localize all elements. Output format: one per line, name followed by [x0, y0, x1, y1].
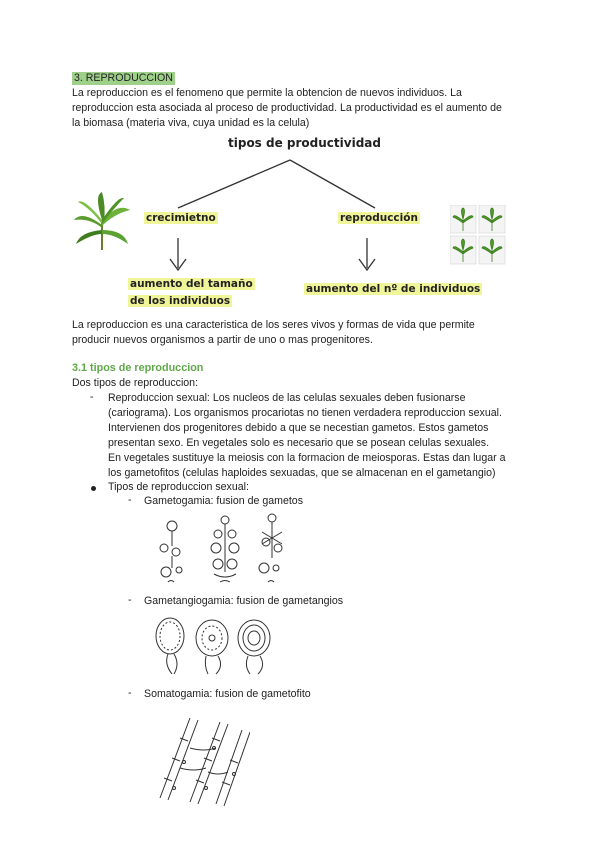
- dash-bullet: -: [128, 687, 132, 699]
- intro-line-1: La reproduccion es el fenomeno que permite la obtencion de nuevos individuos. La: [72, 87, 462, 99]
- diagram-left-result-1: aumento del tamaño: [130, 278, 253, 290]
- sexual-line-1: Reproduccion sexual: Los nucleos de las celulas sexuales deben fusionarse: [108, 392, 466, 404]
- sexual-line-2: (cariograma). Los organismos procariotas no tienen verdadera reproduccion sexual.: [108, 407, 502, 419]
- definition-line-1: La reproduccion es una caracteristica de los seres vivos y formas de vida que permite: [72, 319, 475, 331]
- sexual-line-3: Intervienen dos progenitores debido a que se necestian gametos. Estos gametos: [108, 422, 489, 434]
- dash-bullet: -: [128, 594, 132, 606]
- types-label: Tipos de reproduccion sexual:: [108, 481, 249, 493]
- sexual-line-5: En vegetales sustituye la meiosis con la formacion de meiosporas. Estas dan lugar a: [108, 452, 506, 464]
- diagram-left-branch: crecimietno: [146, 212, 216, 224]
- sexual-line-4: presentan sexo. En vegetales solo es necesario que se posean celulas sexuales.: [108, 437, 490, 449]
- intro-line-2: reproduccion esta asociada al proceso de productividad. La productividad es el aumento de: [72, 102, 502, 114]
- type-gametangiogamia: Gametangiogamia: fusion de gametangios: [144, 595, 344, 607]
- sexual-line-6: los gametofitos (celulas haploides sexuadas, que se almacenan en el gametangio): [108, 467, 496, 479]
- section-heading: 3. REPRODUCCION: [74, 72, 173, 84]
- type-gametogamia: Gametogamia: fusion de gametos: [144, 495, 303, 507]
- gametangiogamia-sketch: [150, 614, 280, 678]
- diagram-right-branch: reproducción: [340, 212, 418, 224]
- dash-bullet: -: [90, 391, 94, 403]
- round-bullet: [91, 486, 96, 491]
- diagram-right-result: aumento del nº de individuos: [306, 283, 481, 295]
- small-plants-grid-image: [450, 205, 506, 265]
- dash-bullet: -: [128, 494, 132, 506]
- definition-line-2: producir nuevos organismos a partir de uno o mas progenitores.: [72, 334, 373, 346]
- type-somatogamia: Somatogamia: fusion de gametofito: [144, 688, 311, 700]
- diagram-title: tipos de productividad: [228, 136, 381, 150]
- large-plant-image: [72, 190, 132, 252]
- diagram-left-result-2: de los individuos: [130, 295, 231, 307]
- gametogamia-sketch: [150, 512, 300, 584]
- intro-line-3: la biomasa (materia viva, cuya unidad es la celula): [72, 117, 310, 129]
- subsection-title: 3.1 tipos de reproduccion: [72, 362, 204, 374]
- somatogamia-sketch: [150, 718, 250, 808]
- subsection-intro: Dos tipos de reproduccion:: [72, 377, 199, 389]
